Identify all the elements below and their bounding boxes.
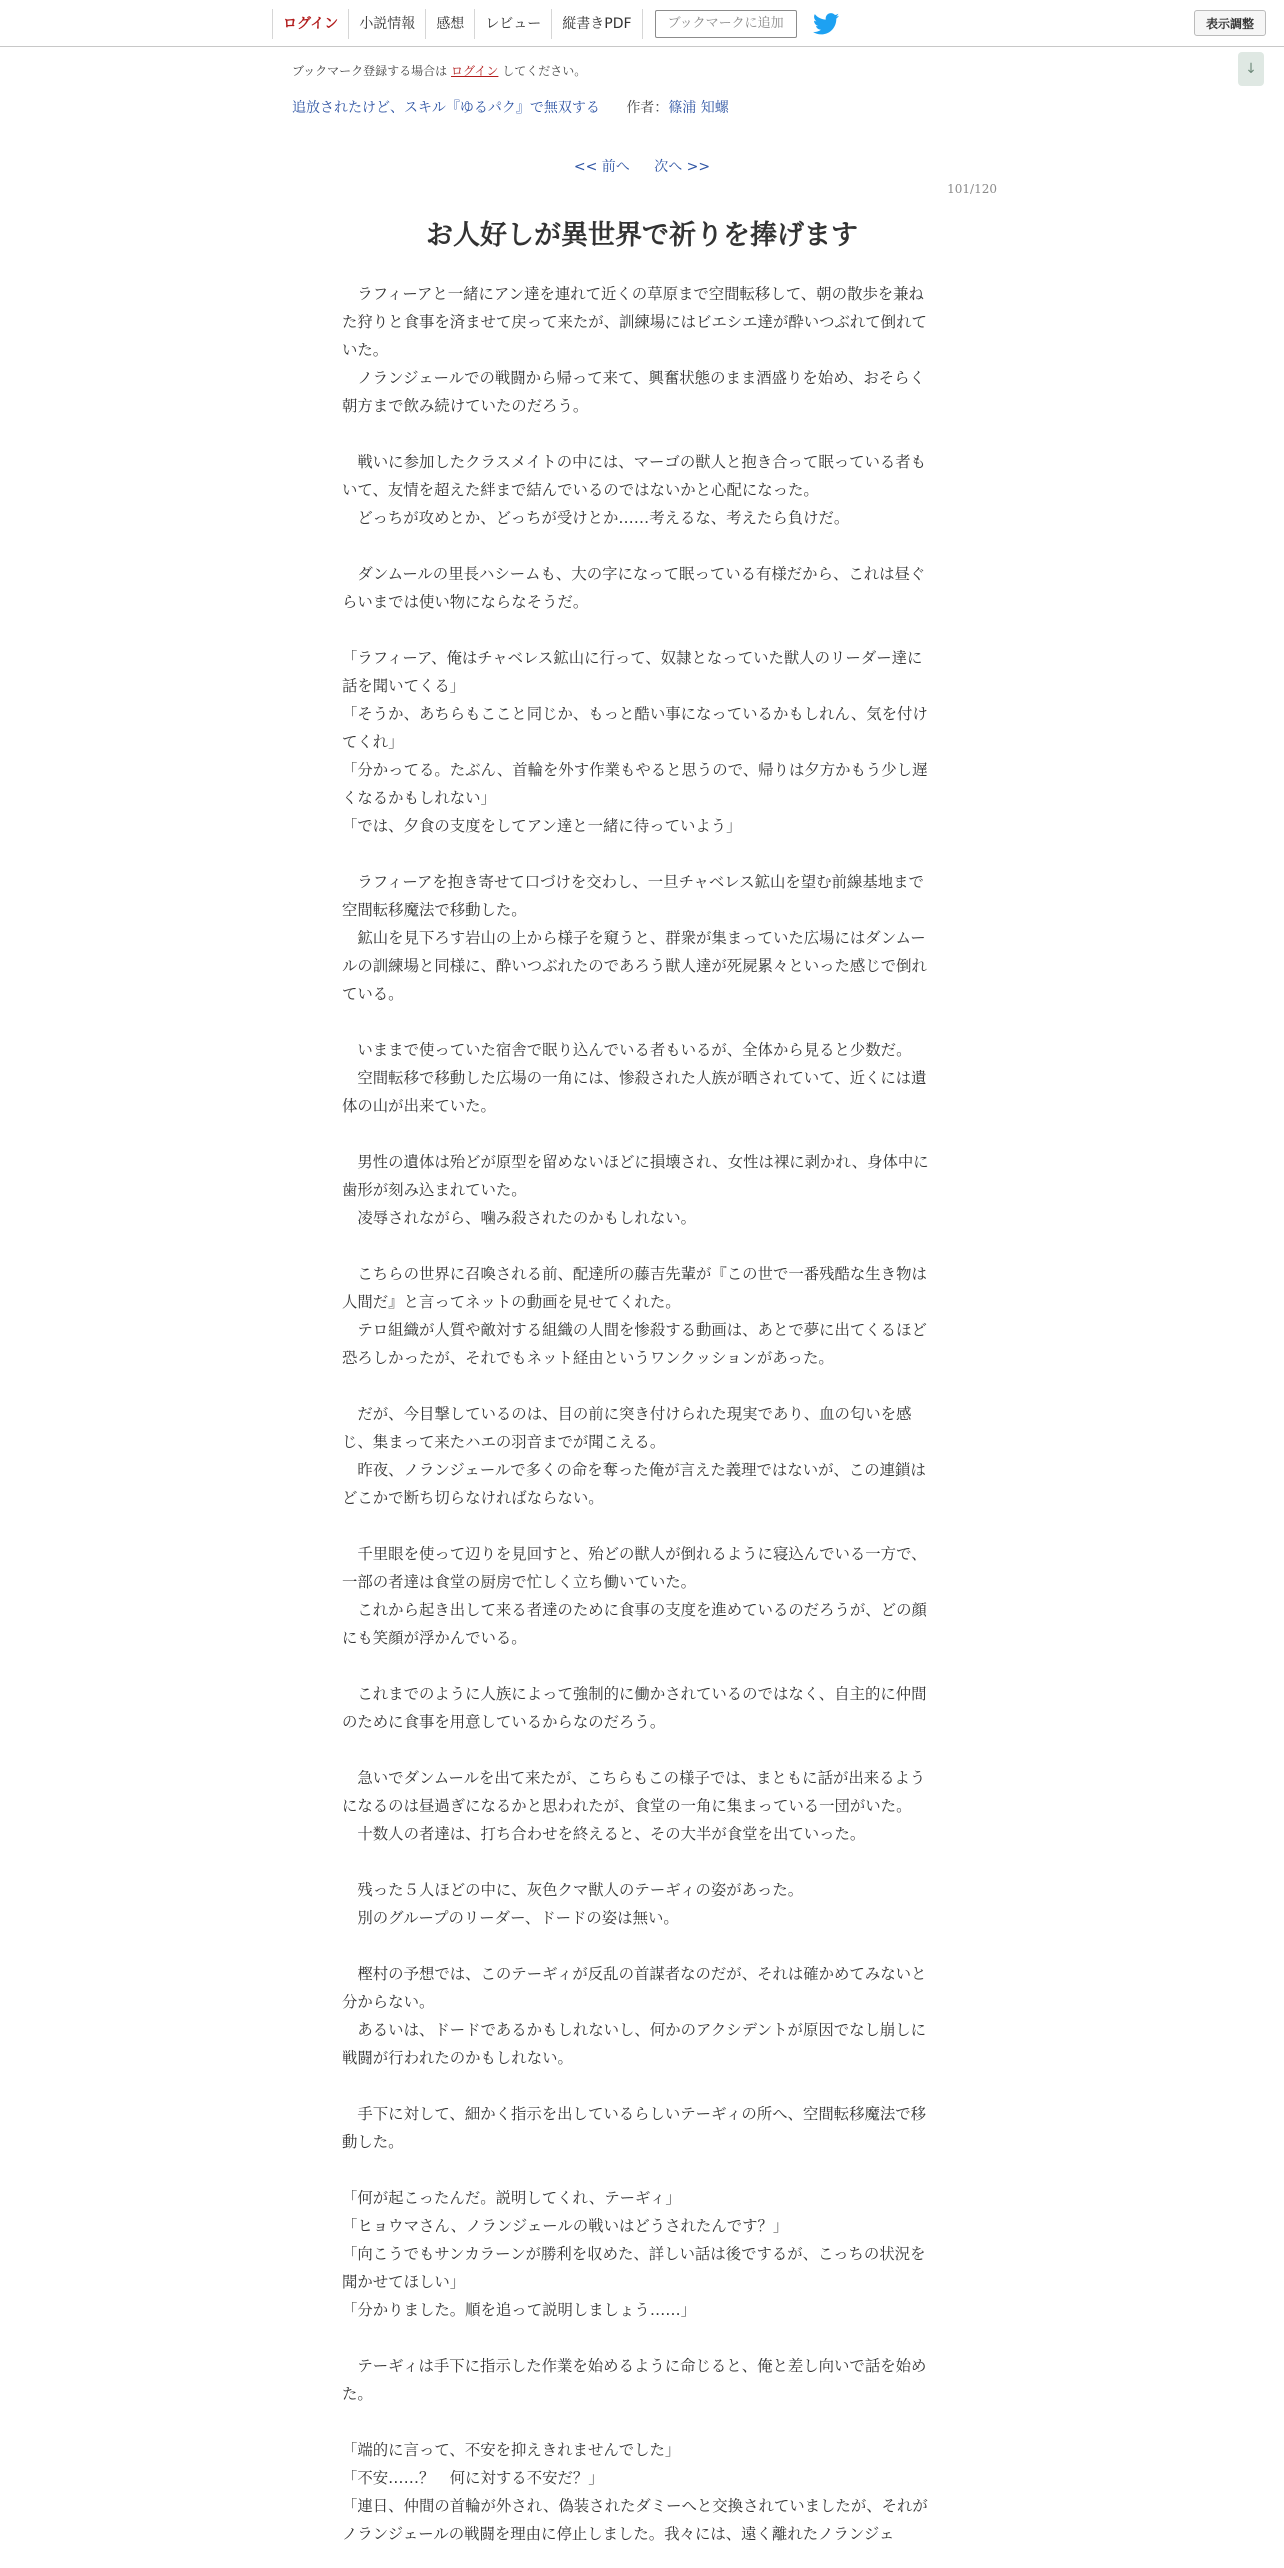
paragraph: 「連日、仲間の首輪が外され、偽装されたダミーへと交換されていましたが、それがノランジェールの戦闘を理由に停止しました。我々には、遠く離れたノランジェ [342, 2497, 928, 2543]
paragraph: テーギィは手下に指示した作業を始めるように命じると、俺と差し向いで話を始めた。 [342, 2357, 927, 2403]
paragraph: これから起き出して来る者達のために食事の支度を進めているのだろうが、どの顔にも笑顔が浮かんでいる。 [342, 1601, 927, 1647]
impressions-link[interactable]: 感想 [425, 9, 474, 39]
paragraph-spacer [342, 1932, 936, 1960]
paragraph-spacer [342, 2408, 936, 2436]
paragraph: 「分かりました。順を追って説明しましょう……」 [342, 2301, 696, 2319]
bookmark-notice [292, 62, 586, 79]
paragraph: 急いでダンムールを出て来たが、こちらもこの様子では、まともに話が出来るようになるのは昼過ぎになるかと思われたが、食堂の一角に集まっている一団がいた。 [342, 1769, 926, 1815]
series-info [292, 97, 729, 117]
paragraph: どっちが攻めとか、どっちが受けとか……考えるな、考えたら負けだ。 [342, 509, 850, 527]
paragraph-spacer [342, 2324, 936, 2352]
paragraph: ダンムールの里長ハシームも、大の字になって眠っている有様だから、これは昼ぐらいまでは使い物にならなそうだ。 [342, 565, 926, 611]
prev-chapter-link[interactable]: << 前へ [573, 159, 630, 175]
paragraph: 戦いに参加したクラスメイトの中には、マーゴの獣人と抱き合って眠っている者もいて、友情を超えた絆まで結んでいるのではないかと心配になった。 [342, 453, 927, 499]
paragraph: あるいは、ドードであるかもしれないし、何かのアクシデントが原因でなし崩しに戦闘が行われたのかもしれない。 [342, 2021, 927, 2067]
paragraph-spacer [342, 1512, 936, 1540]
paragraph: 「不安……？ 何に対する不安だ？」 [342, 2469, 604, 2487]
paragraph-spacer [342, 1120, 936, 1148]
paragraph: ラフィーアと一緒にアン達を連れて近くの草原まで空間転移して、朝の散歩を兼ねた狩りと食事を済ませて戻って来たが、訓練場にはビエシエ達が酔いつぶれて倒れていた。 [342, 285, 927, 359]
bookmark-notice-suffix: してください。 [502, 64, 587, 78]
paragraph: テロ組織が人質や敵対する組織の人間を惨殺する動画は、あとで夢に出てくるほど恐ろしかったが、それでもネット経由というワンクッションがあった。 [342, 1321, 927, 1367]
review-link[interactable]: レビュー [474, 9, 551, 39]
paragraph: 手下に対して、細かく指示を出しているらしいテーギィの所へ、空間転移魔法で移動した。 [342, 2105, 927, 2151]
bookmark-notice-text: ブックマーク登録する場合は [292, 64, 448, 78]
author-link[interactable]: 篠浦 知螺 [668, 100, 729, 116]
paragraph: 昨夜、ノランジェールで多くの命を奪った俺が言えた義理ではないが、この連鎖はどこかで断ち切らなければならない。 [342, 1461, 926, 1507]
paragraph: 「では、夕食の支度をしてアン達と一緒に待っていよう」 [342, 817, 742, 835]
paragraph-spacer [342, 1232, 936, 1260]
paragraph: 凌辱されながら、噛み殺されたのかもしれない。 [342, 1209, 696, 1227]
chapter-body [342, 280, 936, 2548]
paragraph: 「向こうでもサンカラーンが勝利を収めた、詳しい話は後でするが、こっちの状況を聞かせてほしい」 [342, 2245, 926, 2291]
paragraph: 鉱山を見下ろす岩山の上から様子を窺うと、群衆が集まっていた広場にはダンムールの訓練場と同様に、酔いつぶれたのであろう獣人達が死屍累々といった感じで倒れている。 [342, 929, 927, 1003]
author-label: 作者： [626, 100, 669, 116]
paragraph-spacer [342, 1372, 936, 1400]
chapter-page-number: 101/120 [947, 182, 997, 196]
chapter-pager [0, 156, 1284, 176]
next-chapter-link[interactable]: 次へ >> [654, 159, 711, 175]
novel-info-link[interactable]: 小説情報 [348, 9, 425, 39]
series-title-link[interactable]: 追放されたけど、スキル『ゆるパク』で無双する [292, 100, 600, 116]
paragraph-spacer [342, 616, 936, 644]
paragraph: 「何が起こったんだ。説明してくれ、テーギィ」 [342, 2189, 681, 2207]
paragraph: 「ヒョウマさん、ノランジェールの戦いはどうされたんです？」 [342, 2217, 789, 2235]
top-navigation-bar [0, 0, 1284, 47]
paragraph: いままで使っていた宿舎で眠り込んでいる者もいるが、全体から見ると少数だ。 [342, 1041, 912, 1059]
paragraph: 「ラフィーア、俺はチャベレス鉱山に行って、奴隷となっていた獣人のリーダー達に話を聞いてくる」 [342, 649, 923, 695]
paragraph: これまでのように人族によって強制的に働かされているのではなく、自主的に仲間のために食事を用意しているからなのだろう。 [342, 1685, 927, 1731]
login-link[interactable]: ログイン [272, 9, 348, 39]
paragraph-spacer [342, 840, 936, 868]
paragraph: 千里眼を使って辺りを見回すと、殆どの獣人が倒れるように寝込んでいる一方で、一部の者達は食堂の厨房で忙しく立ち働いていた。 [342, 1545, 927, 1591]
paragraph-spacer [342, 2072, 936, 2100]
paragraph-spacer [342, 1008, 936, 1036]
paragraph: 十数人の者達は、打ち合わせを終えると、その大半が食堂を出ていった。 [342, 1825, 866, 1843]
vertical-pdf-link[interactable]: 縦書きPDF [551, 9, 642, 39]
paragraph: 空間転移で移動した広場の一角には、惨殺された人族が晒されていて、近くには遺体の山が出来ていた。 [342, 1069, 927, 1115]
paragraph: ノランジェールでの戦闘から帰って来て、興奮状態のまま酒盛りを始め、おそらく朝方まで飲み続けていたのだろう。 [342, 369, 925, 415]
paragraph-spacer [342, 420, 936, 448]
paragraph-spacer [342, 1736, 936, 1764]
chapter-title: お人好しが異世界で祈りを捧げます [426, 220, 858, 251]
paragraph: 「分かってる。たぶん、首輪を外す作業もやると思うので、帰りは夕方かもう少し遅くなるかもしれない」 [342, 761, 928, 807]
paragraph: ラフィーアを抱き寄せて口づけを交わし、一旦チャベレス鉱山を望む前線基地まで空間転移魔法で移動した。 [342, 873, 924, 919]
paragraph: 「そうか、あちらもここと同じか、もっと酷い事になっているかもしれん、気を付けてくれ」 [342, 705, 928, 751]
paragraph-spacer [342, 1848, 936, 1876]
paragraph-spacer [342, 1652, 936, 1680]
display-settings-button[interactable]: 表示調整 [1194, 10, 1266, 36]
paragraph: 残った５人ほどの中に、灰色クマ獣人のテーギィの姿があった。 [342, 1881, 804, 1899]
paragraph-spacer [342, 2156, 936, 2184]
paragraph: だが、今目撃しているのは、目の前に突き付けられた現実であり、血の匂いを感じ、集まって来たハエの羽音までが聞こえる。 [342, 1405, 912, 1451]
paragraph: こちらの世界に召喚される前、配達所の藤吉先輩が『この世で一番残酷な生き物は人間だ』と言ってネットの動画を見せてくれた。 [342, 1265, 927, 1311]
twitter-bird-icon[interactable] [813, 13, 839, 35]
paragraph: 男性の遺体は殆どが原型を留めないほどに損壊され、女性は裸に剥かれ、身体中に歯形が刻み込まれていた。 [342, 1153, 929, 1199]
main-nav [272, 8, 839, 40]
paragraph: 樫村の予想では、このテーギィが反乱の首謀者なのだが、それは確かめてみないと分からない。 [342, 1965, 927, 2011]
bookmark-login-link[interactable]: ログイン [451, 64, 499, 78]
scroll-down-arrow-icon[interactable]: ↓ [1238, 52, 1264, 86]
paragraph-spacer [342, 532, 936, 560]
add-bookmark-button[interactable]: ブックマークに追加 [655, 10, 797, 38]
paragraph: 別のグループのリーダー、ドードの姿は無い。 [342, 1909, 679, 1927]
paragraph: 「端的に言って、不安を抑えきれませんでした」 [342, 2441, 681, 2459]
